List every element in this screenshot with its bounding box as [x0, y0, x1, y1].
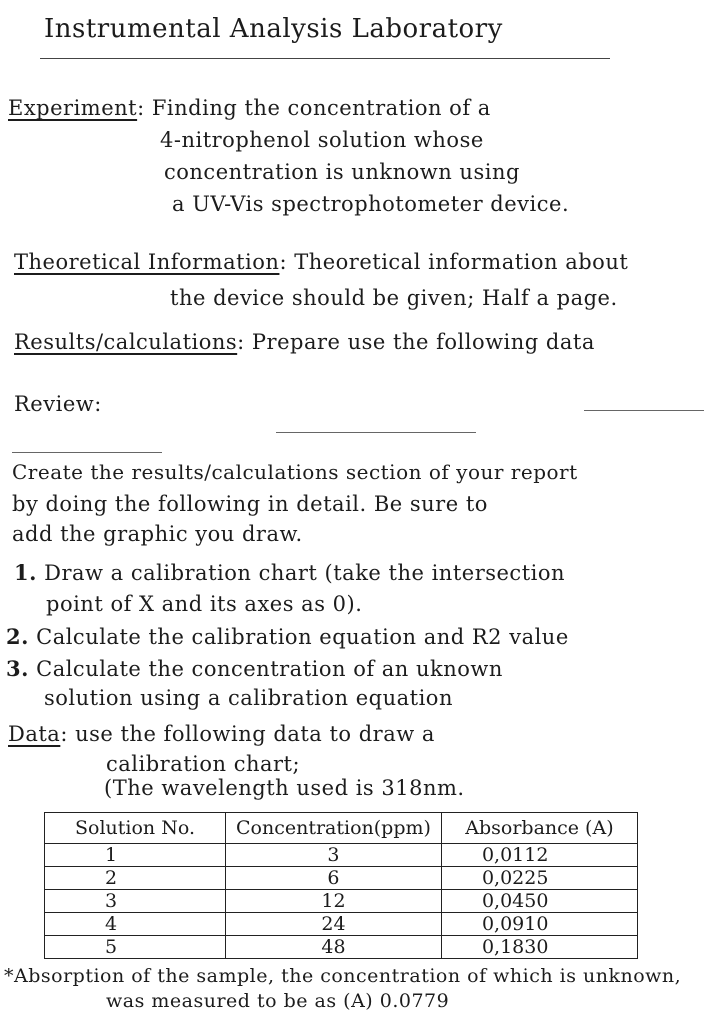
title-underline: [40, 58, 610, 59]
item-2-line-1: Calculate the calibration equation and R2 value: [36, 625, 569, 649]
table-row: [45, 844, 638, 867]
item-number: 3.: [6, 656, 29, 681]
review-label: Review:: [14, 392, 102, 416]
experiment-label: Experiment: [8, 96, 138, 120]
item-1-line-1: Draw a calibration chart (take the intersection: [44, 561, 566, 585]
table-cell: 0,0225: [441, 867, 637, 890]
data-label: Data: [8, 722, 61, 746]
theoretical-line-1: : Theoretical information about: [279, 250, 629, 274]
data-table: [44, 812, 638, 959]
item-3: [6, 656, 503, 681]
table-cell: 4: [45, 913, 226, 936]
data-line-1: : use the following data to draw a: [60, 722, 435, 746]
theoretical-label: Theoretical Information: [14, 250, 280, 274]
table-cell: 6: [226, 867, 442, 890]
results-text: : Prepare use the following data: [237, 330, 595, 354]
item-3-line-1: Calculate the concentration of an uknown: [36, 657, 503, 681]
table-row: [45, 890, 638, 913]
data-line-2: calibration chart;: [106, 752, 301, 776]
footnote-line-2: was measured to be as (A) 0.0779: [106, 990, 450, 1012]
theoretical-line-2: the device should be given; Half a page.: [170, 286, 618, 310]
table-cell: 0,0910: [441, 913, 637, 936]
item-number: 1.: [14, 560, 37, 585]
review-divider: [12, 452, 162, 453]
table-cell: 2: [45, 867, 226, 890]
table-cell: 48: [226, 936, 442, 959]
table-cell: 3: [45, 890, 226, 913]
table-cell: 1: [45, 844, 226, 867]
footnote-line-1: *Absorption of the sample, the concentration of which is unknown,: [4, 965, 682, 987]
instructions-line-3: add the graphic you draw.: [12, 522, 303, 546]
results-label: Results/calculations: [14, 330, 238, 354]
instructions-line-2: by doing the following in detail. Be sure to: [12, 492, 488, 516]
table-row: [45, 913, 638, 936]
experiment-line-3: concentration is unknown using: [164, 160, 520, 184]
table-row: [45, 936, 638, 959]
table-cell: 3: [226, 844, 442, 867]
item-2: [6, 624, 569, 649]
table-cell: 0,0450: [441, 890, 637, 913]
table-row: [45, 867, 638, 890]
table-cell: 0,1830: [441, 936, 637, 959]
table-cell: 24: [226, 913, 442, 936]
review-divider: [276, 432, 476, 433]
data-line-3: (The wavelength used is 318nm.: [104, 776, 465, 800]
column-header: Solution No.: [45, 813, 226, 844]
experiment-heading-line: [8, 96, 491, 120]
table-cell: 5: [45, 936, 226, 959]
review-divider: [584, 410, 704, 411]
item-1-line-2: point of X and its axes as 0).: [46, 592, 363, 616]
experiment-line-1: : Finding the concentration of a: [137, 96, 491, 120]
item-3-line-2: solution using a calibration equation: [44, 686, 453, 710]
table-cell: 12: [226, 890, 442, 913]
column-header: Concentration(ppm): [226, 813, 442, 844]
page-title: Instrumental Analysis Laboratory: [44, 14, 503, 44]
column-header: Absorbance (A): [441, 813, 637, 844]
experiment-line-2: 4-nitrophenol solution whose: [160, 128, 484, 152]
instructions-line-1: Create the results/calculations section of your report: [12, 460, 578, 484]
data-heading-line: [8, 722, 435, 746]
table-header-row: [45, 813, 638, 844]
table-cell: 0,0112: [441, 844, 637, 867]
experiment-line-4: a UV-Vis spectrophotometer device.: [172, 192, 570, 216]
theoretical-heading-line: [14, 250, 628, 274]
item-number: 2.: [6, 624, 29, 649]
item-1: [14, 560, 565, 585]
results-heading-line: [14, 330, 595, 354]
